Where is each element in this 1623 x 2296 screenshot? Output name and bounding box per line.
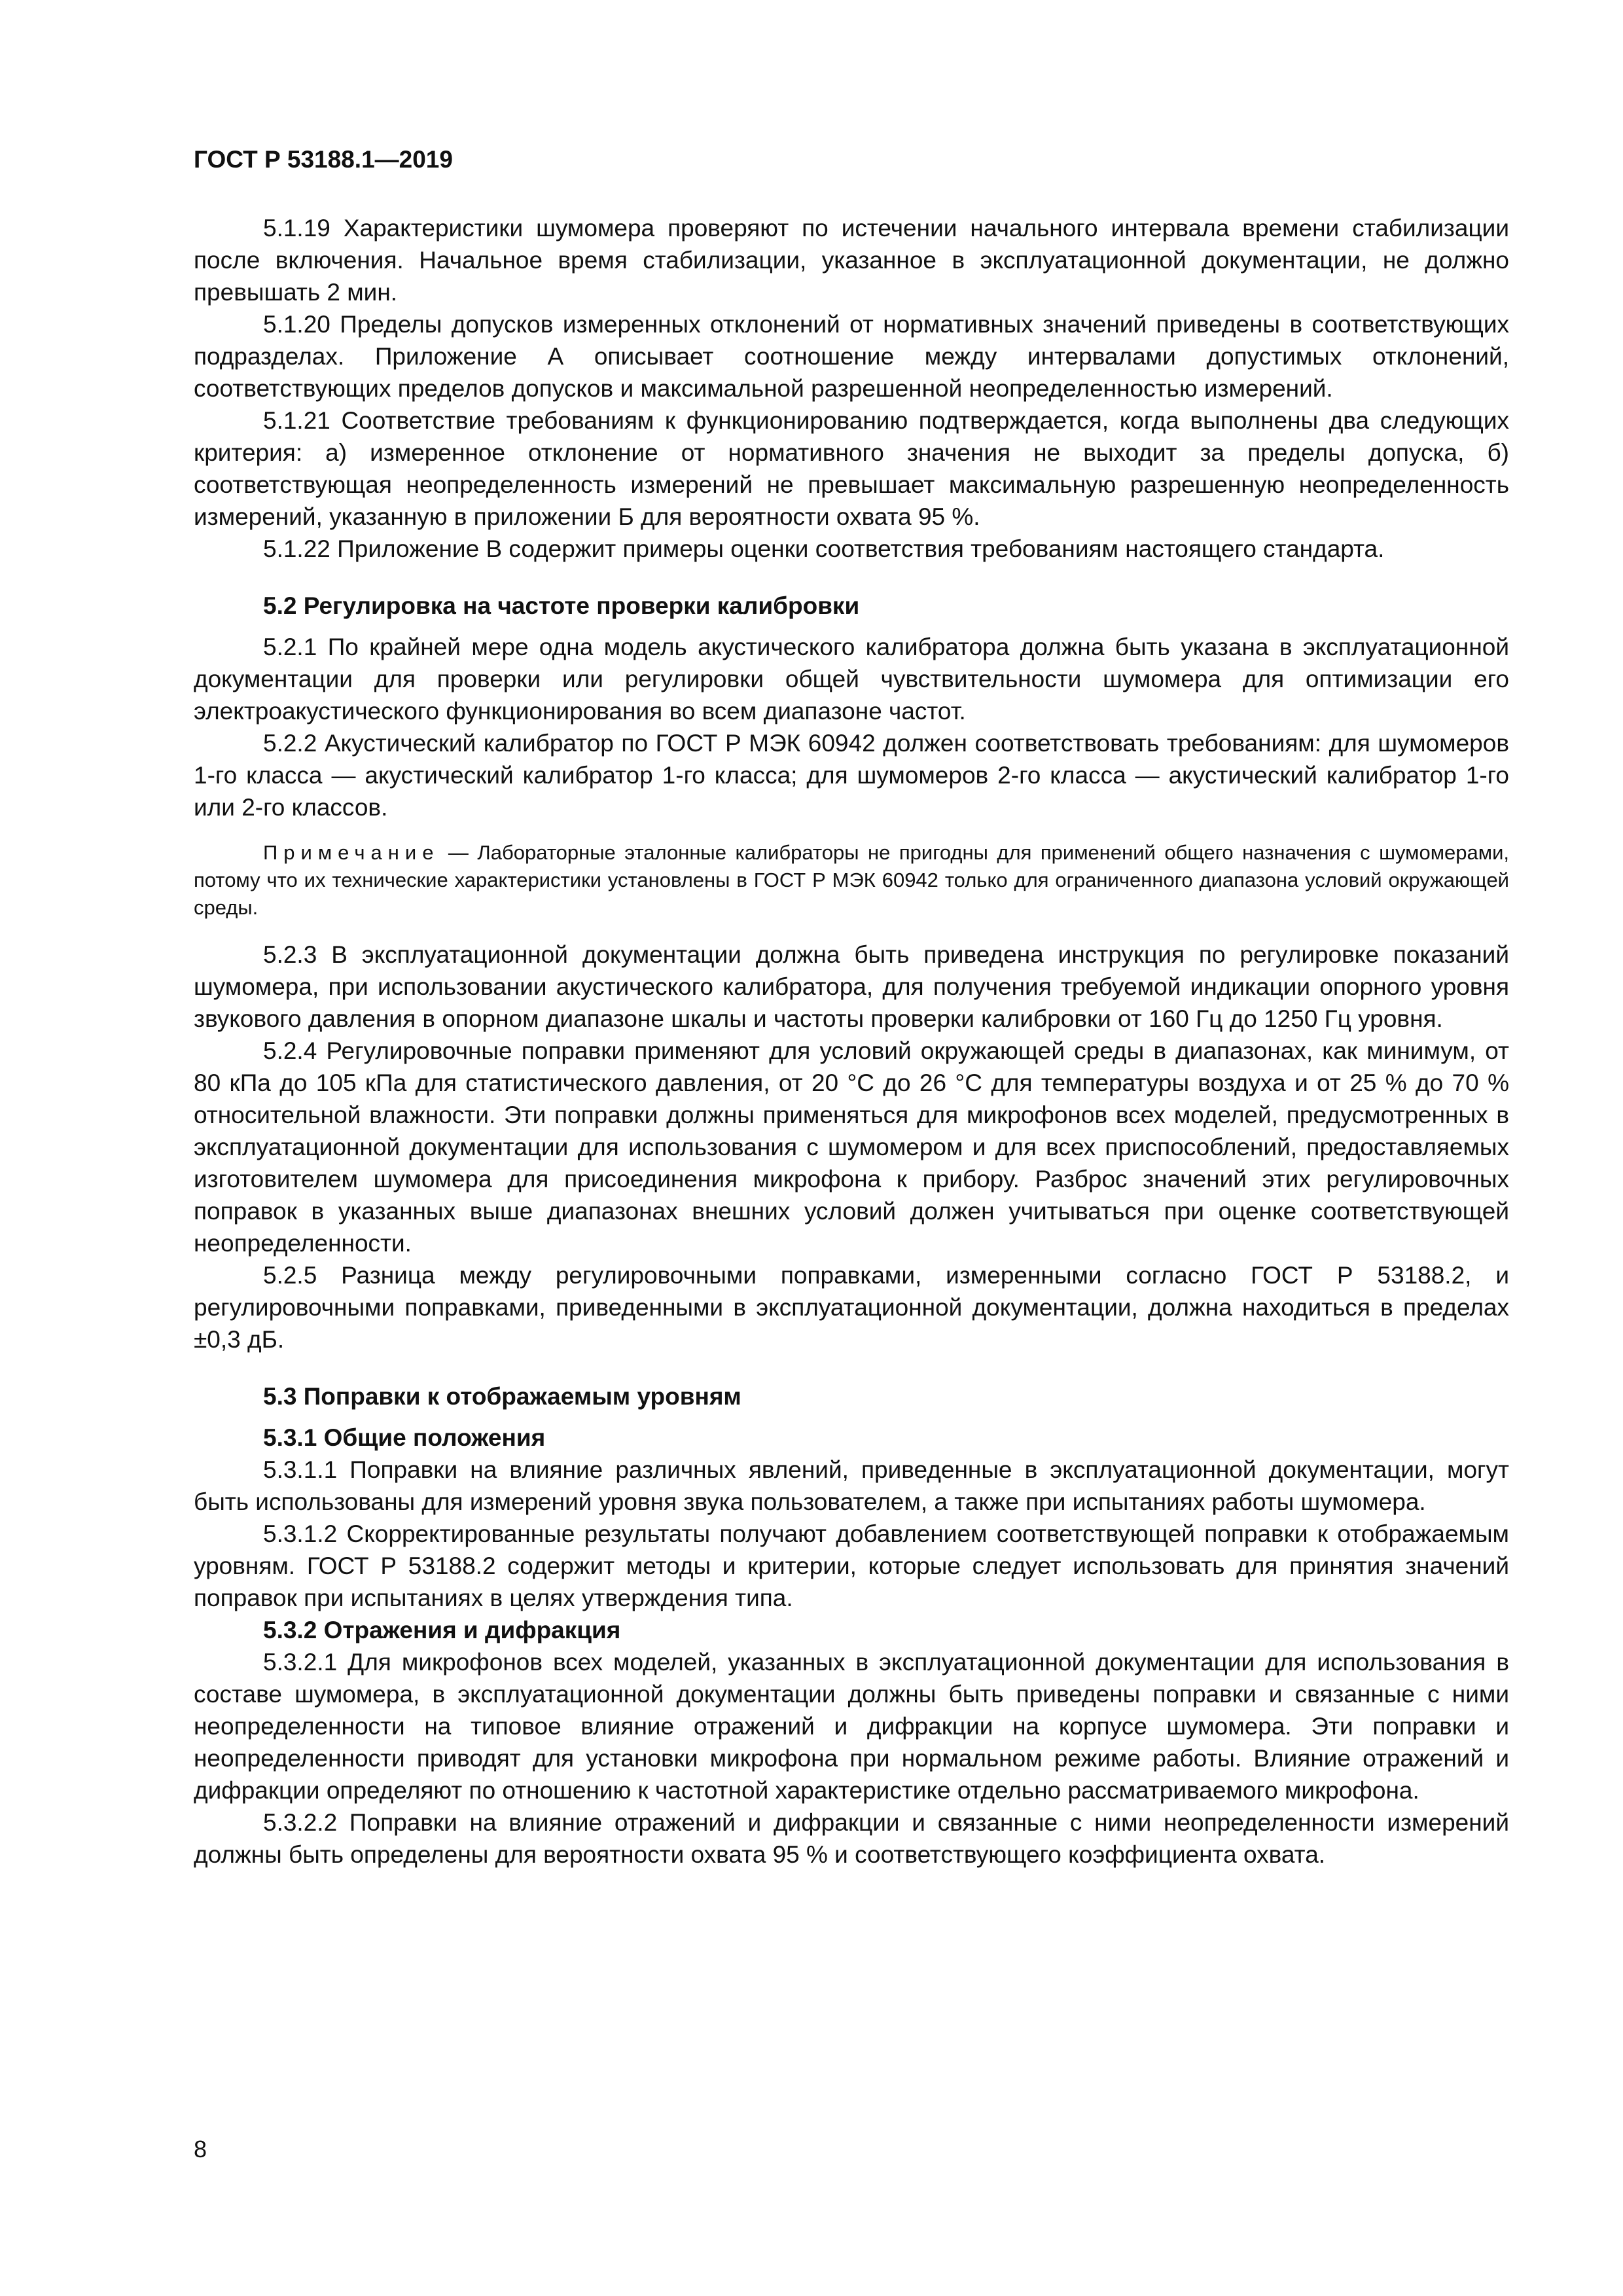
paragraph-5-2-1: 5.2.1 По крайней мере одна модель акустического калибратора должна быть указана в эксплуатационной документации для проверки или регулировки общей чувствительности шумомера для оптимизации его электроакустического функционирования во всем диапазоне частот. (194, 634, 1509, 725)
paragraph-5-2-4: 5.2.4 Регулировочные поправки применяют для условий окружающей среды в диапазонах, как минимум, от 80 кПа до 105 кПа для статистического давления, от 20 °С до 26 °С для температуры воздуха и от 25 % до 70 % относительной влажности. Эти поправки должны применяться для микрофонов всех моделей, предусмотренных в эксплуатационной документации для использования с шумомером и для всех приспособлений, предоставляемых изготовителем шумомера для присоединения микрофона к прибору. Разброс значений этих регулировочных поправок в указанных выше диапазонах внешних условий должен учитываться при оценке соответствующей неопределенности. (194, 1037, 1509, 1257)
paragraph-5-3-2-1: 5.3.2.1 Для микрофонов всех моделей, указанных в эксплуатационной документации для использования в составе шумомера, в эксплуатационной документации должны быть приведены поправки и связанные с ними неопределенности на типовое влияние отражений и дифракции на корпусе шумомера. Эти поправки и неопределенности приводят для установки микрофона при нормальном режиме работы. Влияние отражений и дифракции определяют по отношению к частотной характеристике отдельно рассматриваемого микрофона. (194, 1649, 1509, 1804)
paragraph-5-3-2-2: 5.3.2.2 Поправки на влияние отражений и дифракции и связанные с ними неопределенности измерений должны быть определены для вероятности охвата 95 % и соответствующего коэффициента охвата. (194, 1809, 1509, 1868)
paragraph-5-3-1-1: 5.3.1.1 Поправки на влияние различных явлений, приведенные в эксплуатационной документации, могут быть использованы для измерений уровня звука пользователем, а также при испытаниях работы шумомера. (194, 1456, 1509, 1515)
subsection-heading-5-3-1: 5.3.1 Общие положения (263, 1424, 546, 1451)
document-page (194, 145, 1509, 2220)
paragraph-5-1-22: 5.1.22 Приложение В содержит примеры оценки соответствия требованиям настоящего стандарта. (263, 535, 1385, 562)
paragraph-5-1-20: 5.1.20 Пределы допусков измеренных отклонений от нормативных значений приведены в соответствующих подразделах. Приложение А описывает соотношение между интервалами допустимых отклонений, соответствующих пределов допусков и максимальной разрешенной неопределенностью измерений. (194, 311, 1509, 402)
subsection-heading-5-3-2: 5.3.2 Отражения и дифракция (263, 1617, 621, 1643)
note-paragraph (194, 839, 1509, 922)
document-header-id: ГОСТ Р 53188.1—2019 (194, 146, 453, 173)
paragraph-5-1-19: 5.1.19 Характеристики шумомера проверяют по истечении начального интервала времени стабилизации после включения. Начальное время стабилизации, указанное в эксплуатационной документации, не должно превышать 2 мин. (194, 215, 1509, 306)
paragraph-5-1-21: 5.1.21 Соответствие требованиям к функционированию подтверждается, когда выполнены два следующих критерия: а) измеренное отклонение от нормативного значения не выходит за пределы допуска, б) соответствующая неопределенность измерений не превышает максимальную разрешенную неопределенность измерений, указанную в приложении Б для вероятности охвата 95 %. (194, 407, 1509, 530)
note-label: Примечание (263, 841, 440, 864)
page-number: 8 (194, 2136, 207, 2162)
paragraph-5-2-5: 5.2.5 Разница между регулировочными поправками, измеренными согласно ГОСТ Р 53188.2, и регулировочными поправками, приведенными в эксплуатационной документации, должна находиться в пределах ±0,3 дБ. (194, 1262, 1509, 1353)
paragraph-5-3-1-2: 5.3.1.2 Скорректированные результаты получают добавлением соответствующей поправки к отображаемым уровням. ГОСТ Р 53188.2 содержит методы и критерии, которые следует использовать для принятия значений поправок при испытаниях в целях утверждения типа. (194, 1520, 1509, 1611)
paragraph-5-2-3: 5.2.3 В эксплуатационной документации должна быть приведена инструкция по регулировке показаний шумомера, при использовании акустического калибратора, для получения требуемой индикации опорного уровня звукового давления в опорном диапазоне шкалы и частоты проверки калибровки от 160 Гц до 1250 Гц уровня. (194, 941, 1509, 1032)
note-text: — Лабораторные эталонные калибраторы не пригодны для применений общего назначения с шумомерами, потому что их технические характеристики установлены в ГОСТ Р МЭК 60942 только для ограниченного диапазона условий окружающей среды. (194, 841, 1509, 919)
paragraph-5-2-2: 5.2.2 Акустический калибратор по ГОСТ Р МЭК 60942 должен соответствовать требованиям: для шумомеров 1-го класса — акустический калибратор 1-го класса; для шумомеров 2-го класса — акустический калибратор 1-го или 2-го классов. (194, 730, 1509, 821)
section-heading-5-3: 5.3 Поправки к отображаемым уровням (263, 1383, 741, 1410)
section-heading-5-2: 5.2 Регулировка на частоте проверки калибровки (263, 592, 860, 619)
